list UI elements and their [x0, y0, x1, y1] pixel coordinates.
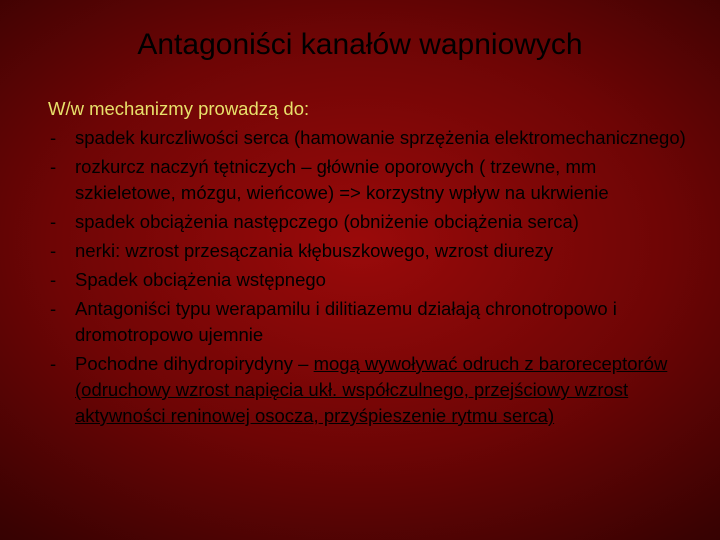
- bullet-dash: -: [50, 156, 57, 177]
- intro-text: W/w mechanizmy prowadzą do:: [48, 98, 310, 119]
- bullet-list: [48, 125, 688, 429]
- bullet-item: [48, 209, 688, 235]
- bullet-text: spadek kurczliwości serca (hamowanie sprzężenia elektromechanicznego): [75, 127, 686, 148]
- bullet-item: [48, 125, 688, 151]
- bullet-dash: -: [50, 269, 57, 290]
- bullet-text: rozkurcz naczyń tętniczych – głównie oporowych ( trzewne, mm szkieletowe, mózgu, wieńcowe) => korzystny wpływ na ukrwienie: [75, 156, 609, 203]
- bullet-item: [48, 296, 688, 348]
- bullet-dash: -: [50, 240, 57, 261]
- bullet-text: Pochodne dihydropirydyny –: [75, 353, 309, 374]
- bullet-text: Spadek obciążenia wstępnego: [75, 269, 326, 290]
- bullet-item: [48, 267, 688, 293]
- bullet-item: [48, 238, 688, 264]
- bullet-dash: -: [50, 127, 57, 148]
- slide-title: Antagoniści kanałów wapniowych: [137, 28, 583, 61]
- bullet-underlined-text: mogą wywoływać odruch z baroreceptorów (odruchowy wzrost napięcia ukł. współczulnego, przejściowy wzrost aktywności reninowej osocza, przyśpieszenie rytmu serca): [75, 353, 668, 426]
- bullet-text: Antagoniści typu werapamilu i dilitiazemu działają chronotropowo i dromotropowo ujemnie: [75, 298, 617, 345]
- bullet-item: [48, 154, 688, 206]
- bullet-item: [48, 351, 688, 429]
- slide-content: [48, 96, 688, 432]
- bullet-dash: -: [50, 353, 57, 374]
- bullet-dash: -: [50, 211, 57, 232]
- bullet-text: spadek obciążenia następczego (obniżenie obciążenia serca): [75, 211, 579, 232]
- bullet-dash: -: [50, 298, 57, 319]
- bullet-text: nerki: wzrost przesączania kłębuszkowego, wzrost diurezy: [75, 240, 554, 261]
